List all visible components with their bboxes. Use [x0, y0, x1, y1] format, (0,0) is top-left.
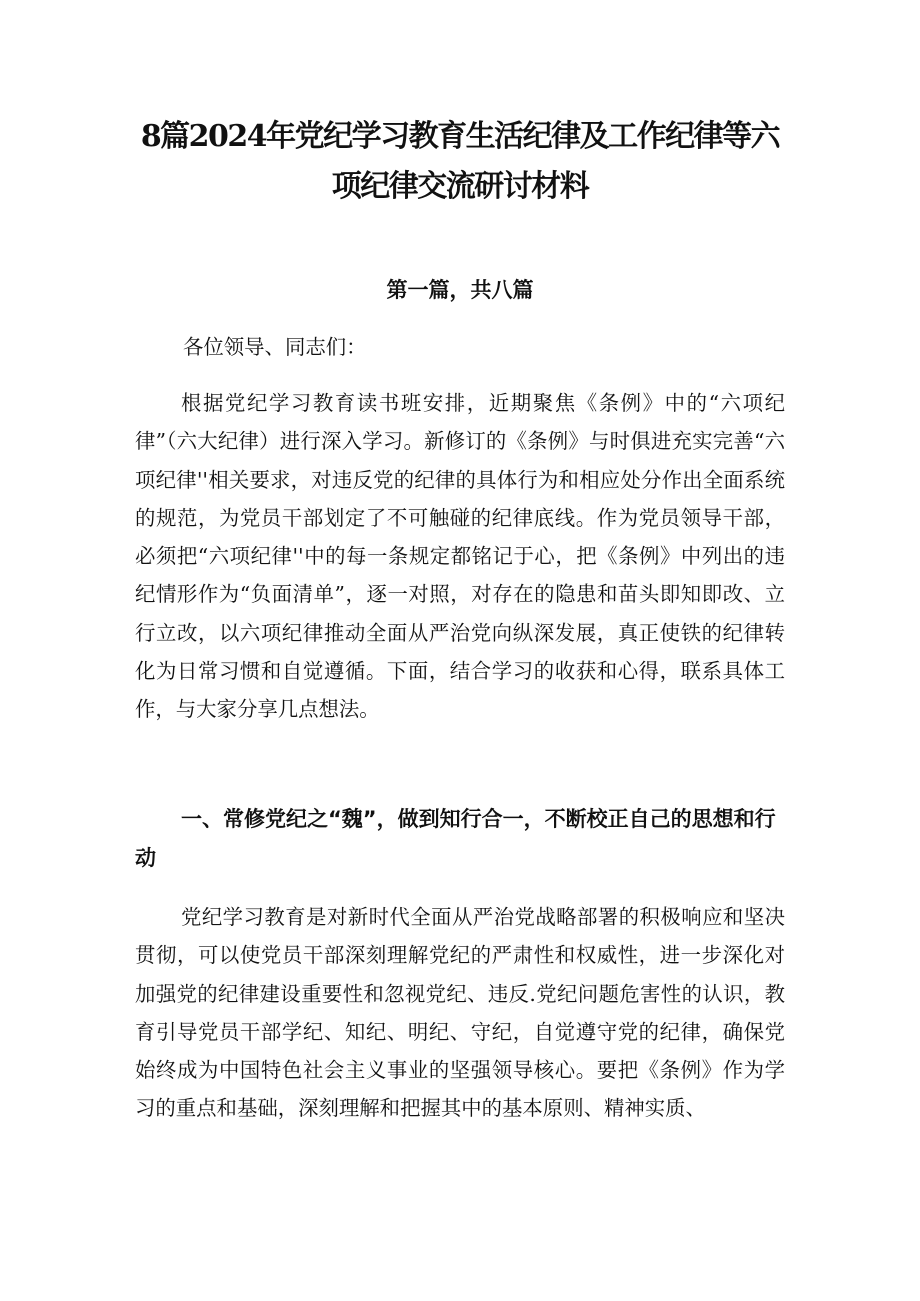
greeting: 各位领导、同志们： [183, 335, 367, 359]
document-title: 8篇2024年党纪学习教育生活纪律及工作纪律等六项纪律交流研讨材料 [140, 119, 780, 204]
paragraph-1: 根据党纪学习教育读书班安排，近期聚焦《条例》中的“六项纪律”（六大纪律）进行深入学习。新修订的《条例》与时俱进充实完善“六项纪律''相关要求，对违反党的纪律的具体行为和相应处分作出全面系统的规范，为党员干部划定了不可触碰的纪律底线。作为党员领导干部，必须把“六项纪律''中的每一条规定都铭记于心，把《条例》中列出的违纪情形作为“负面清单”，逐一对照，对存在的隐患和苗头即知即改、立行立改，以六项纪律推动全面从严治党向纵深发展，真正使铁的纪律转化为日常习惯和自觉遵循。下面，结合学习的收获和心得，联系具体工作，与大家分享几点想法。 [135, 391, 785, 722]
section-heading: 第一篇，共八篇 [386, 278, 534, 302]
paragraph-2: 党纪学习教育是对新时代全面从严治党战略部署的积极响应和坚决贯彻，可以使党员干部深刻理解党纪的严肃性和权威性，进一步深化对加强党的纪律建设重要性和忽视党纪、违反.党纪问题危害性的认识，教育引导党员干部学纪、知纪、明纪、守纪，自觉遵守党的纪律，确保党始终成为中国特色社会主义事业的坚强领导核心。要把《条例》作为学习的重点和基础，深刻理解和把握其中的基本原则、精神实质、 [135, 905, 785, 1121]
heading-1: 一、常修党纪之“魏”，做到知行合一，不断校正自己的思想和行动 [135, 807, 776, 870]
